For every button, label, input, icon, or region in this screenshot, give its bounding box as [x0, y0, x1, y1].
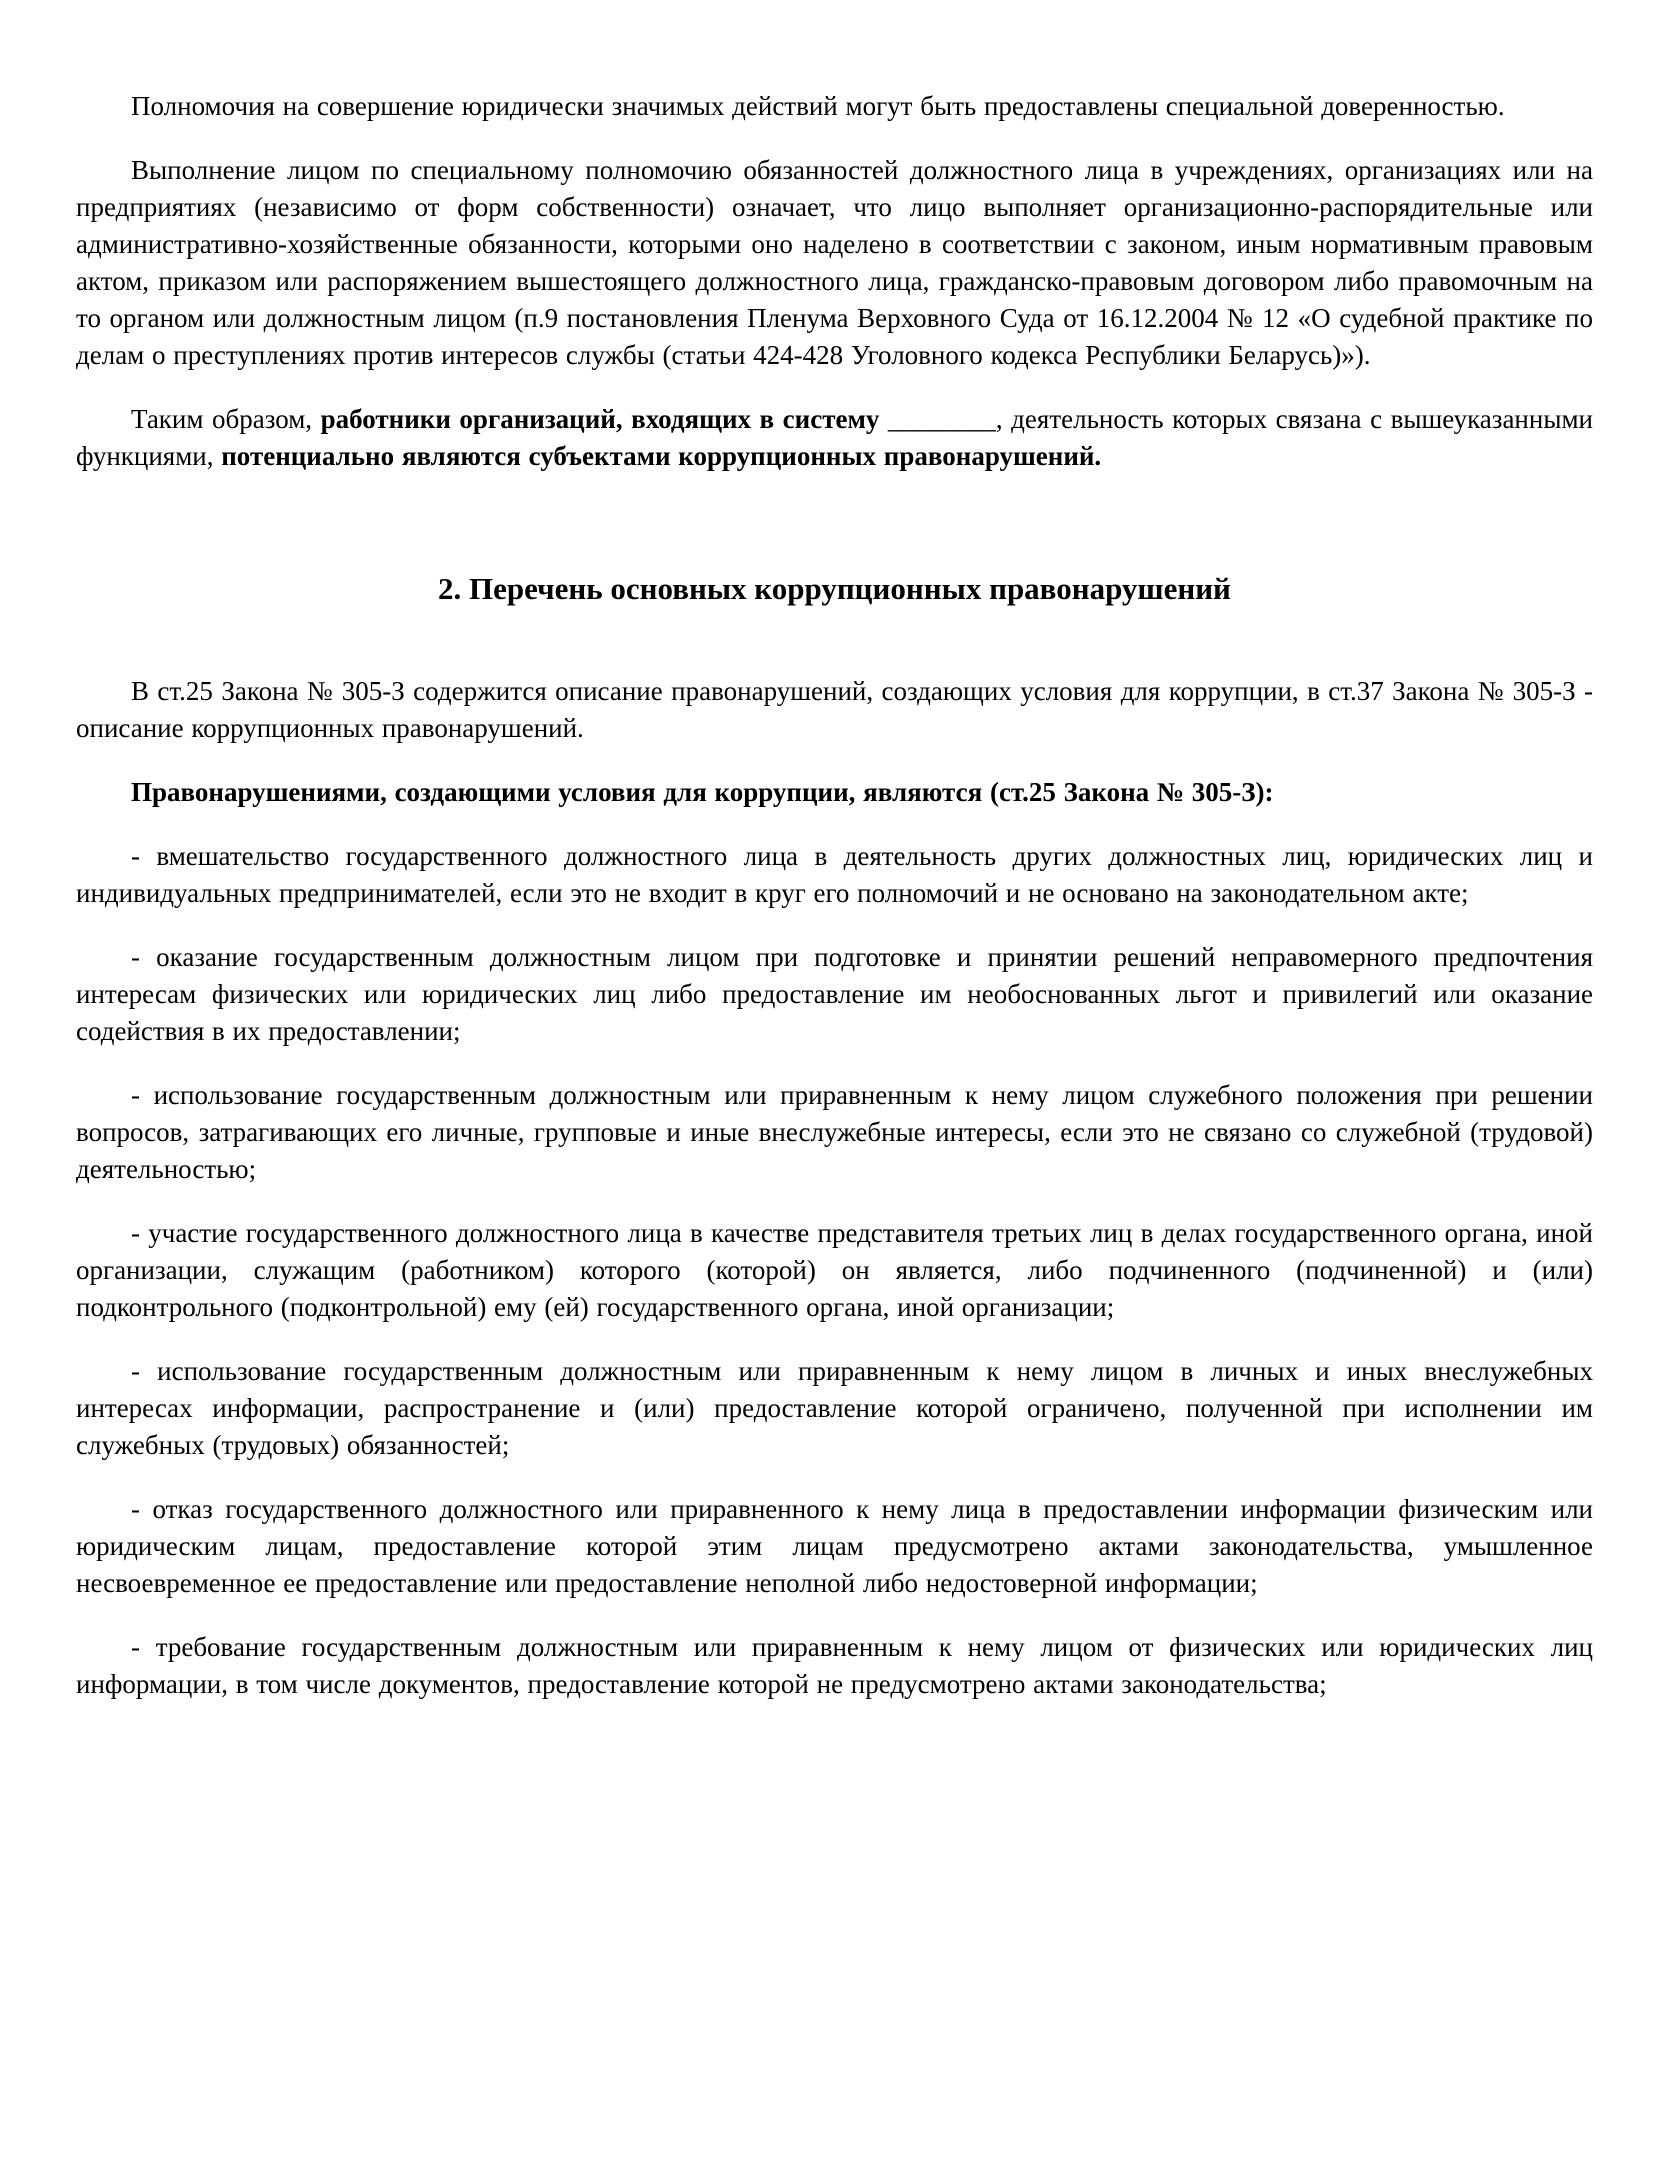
paragraph-offences-lead-in: Правонарушениями, создающими условия для коррупции, являются (ст.25 Закона № 305-З):	[131, 777, 1274, 807]
paragraph-conclusion-subjects	[76, 401, 1593, 475]
bullet-item-representation-of-third-parties: - участие государственного должностного лица в качестве представителя третьих лиц в делах государственного органа, иной организации, служащим (работником) которого (которой) он является, либо подчиненного (подчиненной) и (или) подконтрольного (подконтрольной) ему (ей) государственного органа, иной организации;	[76, 1218, 1593, 1322]
p3-run-bold-2: потенциально являются субъектами коррупционных правонарушений.	[221, 441, 1102, 471]
bullet-item-unlawful-preference: - оказание государственным должностным лицом при подготовке и принятии решений неправомерного предпочтения интересам физических или юридических лиц либо предоставление им необоснованных льгот и привилегий или оказание содействия в их предоставлении;	[76, 942, 1593, 1046]
p3-run-bold-1: работники организаций, входящих в систему	[320, 404, 880, 434]
bullet-item-refusal-to-provide-information: - отказ государственного должностного или приравненного к нему лица в предоставлении информации физическим или юридическим лицам, предоставление которой этим лицам предусмотрено актами законодательства, умышленное несвоевременное ее предоставление или предоставление неполной либо недостоверной информации;	[76, 1494, 1593, 1598]
bullet-item-interference: - вмешательство государственного должностного лица в деятельность других должностных лиц, юридических лиц и индивидуальных предпринимателей, если это не входит в круг его полномочий и не основано на законодательном акте;	[76, 841, 1593, 908]
p3-run-regular-2: , деятельность которых связана с вышеуказанными функциями,	[76, 404, 1594, 471]
paragraph-law-articles-overview: В ст.25 Закона № 305-З содержится описание правонарушений, создающих условия для коррупции, в ст.37 Закона № 305-З - описание коррупционных правонарушений.	[76, 676, 1593, 743]
bullet-item-use-of-restricted-information: - использование государственным должностным или приравненным к нему лицом в личных и иных внеслужебных интересах информации, распространение и (или) предоставление которой ограничено, полученной при исполнении им служебных (трудовых) обязанностей;	[76, 1356, 1593, 1460]
section-heading-list-of-offences: 2. Перечень основных коррупционных правонарушений	[438, 571, 1231, 606]
fill-in-blank: ________	[879, 404, 996, 434]
p3-run-regular-1: Таким образом,	[131, 404, 321, 434]
paragraph-special-power-of-attorney: Полномочия на совершение юридически значимых действий могут быть предоставлены специальной доверенностью.	[131, 91, 1505, 121]
bullet-item-demanding-information: - требование государственным должностным или приравненным к нему лицом от физических или юридических лиц информации, в том числе документов, предоставление которой не предусмотрено актами законодательства;	[76, 1632, 1593, 1699]
bullet-item-use-of-official-position: - использование государственным должностным или приравненным к нему лицом служебного положения при решении вопросов, затрагивающих его личные, групповые и иные внеслужебные интересы, если это не связано со служебной (трудовой) деятельностью;	[76, 1080, 1593, 1184]
paragraph-duties-by-special-authority: Выполнение лицом по специальному полномочию обязанностей должностного лица в учреждениях, организациях или на предприятиях (независимо от форм собственности) означает, что лицо выполняет организационно-распорядительные или административно-хозяйственные обязанности, которыми оно наделено в соответствии с законом, иным нормативным правовым актом, приказом или распоряжением вышестоящего должностного лица, гражданско-правовым договором либо правомочным на то органом или должностным лицом (п.9 постановления Пленума Верховного Суда от 16.12.2004 № 12 «О судебной практике по делам о преступлениях против интересов службы (статьи 424-428 Уголовного кодекса Республики Беларусь)»).	[76, 155, 1593, 370]
